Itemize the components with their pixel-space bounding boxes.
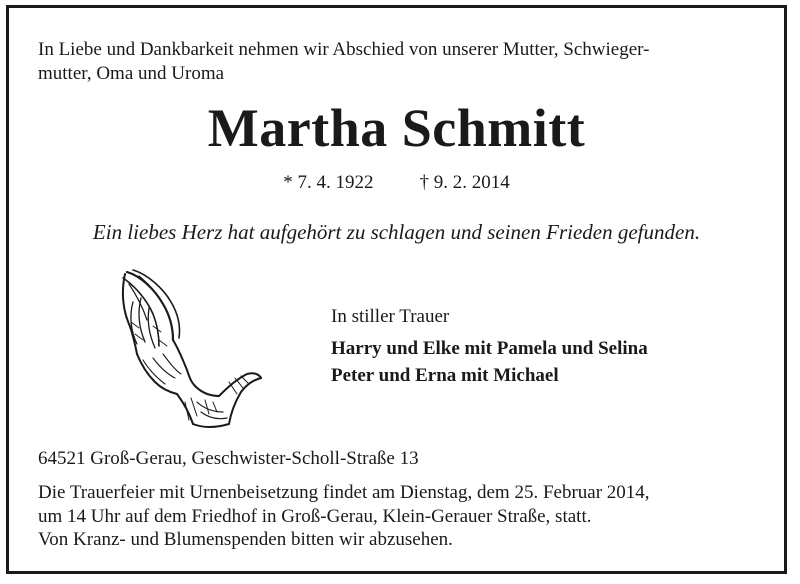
intro-text xyxy=(38,38,768,86)
address: 64521 Groß-Gerau, Geschwister-Scholl-Straße 13 xyxy=(38,448,419,469)
memorial-quote: Ein liebes Herz hat aufgehört zu schlagen und seinen Frieden gefunden. xyxy=(92,220,701,244)
ceremony-line-2: um 14 Uhr auf dem Friedhof in Groß-Gerau, Klein-Gerauer Straße, statt. xyxy=(38,505,592,527)
mourning-label: In stiller Trauer xyxy=(331,306,450,327)
obituary-notice xyxy=(6,5,787,574)
family-line-1: Harry und Elke mit Pamela und Selina xyxy=(331,338,648,359)
intro-line-2: mutter, Oma und Uroma xyxy=(38,63,225,84)
life-dates xyxy=(9,172,784,194)
praying-hands-icon xyxy=(113,262,263,442)
deceased-name: Martha Schmitt xyxy=(207,98,586,158)
ceremony-info xyxy=(38,481,778,552)
ceremony-line-3: Von Kranz- und Blumenspenden bitten wir abzusehen. xyxy=(38,529,453,550)
family-line-2: Peter und Erna mit Michael xyxy=(331,365,559,386)
intro-line-1: In Liebe und Dankbarkeit nehmen wir Abschied von unserer Mutter, Schwieger- xyxy=(38,39,650,60)
ceremony-line-1: Die Trauerfeier mit Urnenbeisetzung findet am Dienstag, dem 25. Februar 2014, xyxy=(38,482,650,503)
birth-date: * 7. 4. 1922 xyxy=(283,172,374,193)
death-date: † 9. 2. 2014 xyxy=(419,172,510,193)
